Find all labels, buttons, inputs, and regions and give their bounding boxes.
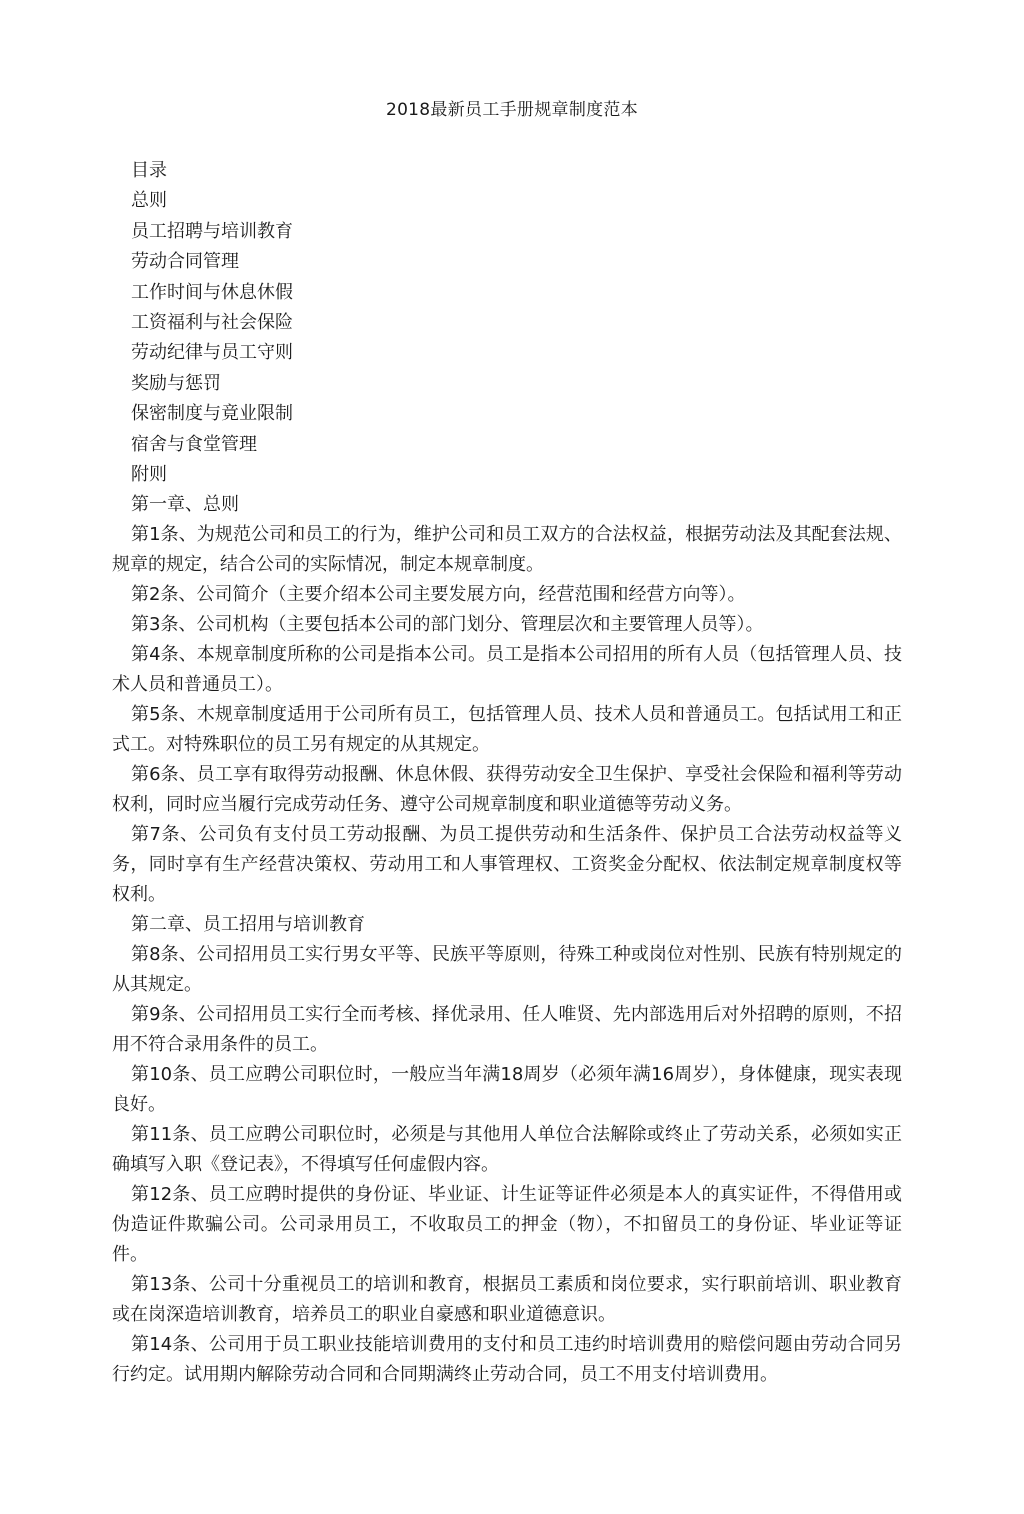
chapter-heading: 第一章、总则: [131, 494, 239, 515]
toc-item: 附则: [131, 463, 167, 485]
document-title: 2018最新员工手册规章制度范本: [385, 100, 639, 120]
article-paragraph: 第11条、员工应聘公司职位时，必须是与其他用人单位合法解除或终止了劳动关系，必须如实正确填写入职《登记表》，不得填写任何虚假内容。: [112, 1124, 902, 1175]
toc-item: 劳动纪律与员工守则: [131, 342, 293, 364]
toc-item: 总则: [131, 190, 167, 212]
article-paragraph: 第3条、公司机构（主要包括本公司的部门划分、管理层次和主要管理人员等）。: [131, 614, 764, 635]
toc-item: 目录: [131, 160, 167, 181]
article-paragraph: 第5条、木规章制度适用于公司所有员工，包括管理人员、技术人员和普通员工。包括试用工和正式工。对特殊职位的员工另有规定的从其规定。: [112, 704, 902, 755]
toc-item: 奖励与惩罚: [131, 372, 221, 394]
article-paragraph: 第2条、公司简介（主要介绍本公司主要发展方向，经营范围和经营方向等）。: [131, 584, 746, 605]
article-paragraph: 第14条、公司用于员工职业技能培训费用的支付和员工违约时培训费用的赔偿问题由劳动合同另行约定。试用期内解除劳动合同和合同期满终止劳动合同，员工不用支付培训费用。: [112, 1334, 902, 1385]
chapter-heading: 第二章、员工招用与培训教育: [131, 914, 365, 935]
table-of-contents: [131, 156, 531, 490]
article-paragraph: 第1条、为规范公司和员工的行为，维护公司和员工双方的合法权益，根据劳动法及其配套法规、规章的规定，结合公司的实际情况，制定本规章制度。: [112, 524, 902, 575]
article-paragraph: 第9条、公司招用员工实行全而考核、择优录用、任人唯贤、先内部选用后对外招聘的原则，不招用不符合录用条件的员工。: [112, 1004, 902, 1055]
document-body: [112, 490, 902, 1390]
article-paragraph: 第10条、员工应聘公司职位时，一般应当年满18周岁（必须年满16周岁），身体健康，现实表现良好。: [112, 1064, 902, 1115]
toc-item: 劳动合同管理: [131, 251, 239, 273]
article-paragraph: 第12条、员工应聘时提供的身份证、毕业证、计生证等证件必须是本人的真实证件，不得借用或伪造证件欺骗公司。公司录用员工，不收取员工的押金（物），不扣留员工的身份证、毕业证等证件。: [112, 1184, 902, 1265]
toc-item: 工资福利与社会保险: [131, 311, 293, 333]
article-paragraph: 第13条、公司十分重视员工的培训和教育，根据员工素质和岗位要求，实行职前培训、职业教育或在岗深造培训教育，培养员工的职业自豪感和职业道德意识。: [112, 1274, 902, 1325]
article-paragraph: 第7条、公司负有支付员工劳动报酬、为员工提供劳动和生活条件、保护员工合法劳动权益等义务，同时享有生产经营决策权、劳动用工和人事管理权、工资奖金分配权、依法制定规章制度权等权利。: [112, 824, 902, 905]
article-paragraph: 第6条、员工享有取得劳动报酬、休息休假、获得劳动安全卫生保护、享受社会保险和福利等劳动权利，同时应当履行完成劳动任务、遵守公司规章制度和职业道德等劳动义务。: [112, 764, 902, 815]
toc-item: 员工招聘与培训教育: [131, 220, 293, 242]
article-paragraph: 第8条、公司招用员工实行男女平等、民族平等原则，待殊工种或岗位对性别、民族有特别规定的从其规定。: [112, 944, 902, 995]
toc-item: 工作时间与休息休假: [131, 281, 293, 303]
article-paragraph: 第4条、本规章制度所称的公司是指本公司。员工是指本公司招用的所有人员（包括管理人员、技术人员和普通员工）。: [112, 644, 902, 695]
toc-item: 宿舍与食堂管理: [131, 433, 257, 455]
toc-item: 保密制度与竟业限制: [131, 403, 293, 425]
